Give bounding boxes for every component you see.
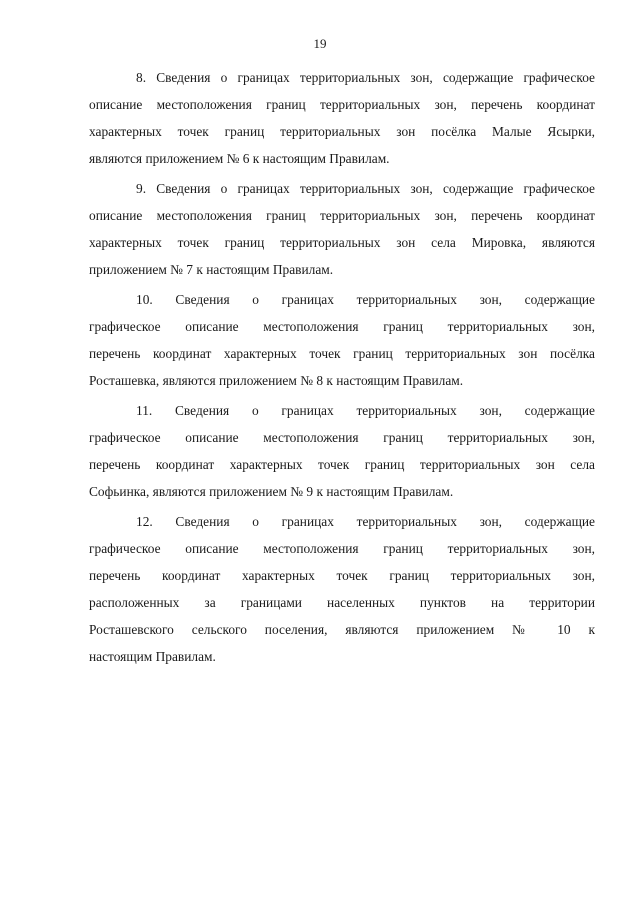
paragraph-line: расположенных за границами населенных пунктов на территории <box>89 595 595 610</box>
paragraph-line: Росташевка, являются приложением № 8 к настоящим Правилам. <box>89 373 464 388</box>
paragraph-line: 9. Сведения о границах территориальных зон, содержащие графическое <box>136 181 595 196</box>
paragraph-item-10 <box>89 286 595 394</box>
paragraph-item-12 <box>89 508 595 670</box>
paragraph-item-8 <box>89 64 595 172</box>
paragraph-line: 10. Сведения о границах территориальных зон, содержащие <box>136 292 595 307</box>
paragraph-line: графическое описание местоположения границ территориальных зон, <box>89 319 595 334</box>
paragraph-item-11 <box>89 397 595 505</box>
paragraph-line: 12. Сведения о границах территориальных зон, содержащие <box>136 514 595 529</box>
paragraph-line: описание местоположения границ территориальных зон, перечень координат <box>89 208 595 223</box>
paragraph-line: перечень координат характерных точек границ территориальных зон посёлка <box>89 346 595 361</box>
page-number: 19 <box>313 36 327 51</box>
paragraph-line: Софьинка, являются приложением № 9 к настоящим Правилам. <box>89 484 454 499</box>
paragraph-line: перечень координат характерных точек границ территориальных зон села <box>89 457 595 472</box>
paragraph-line: являются приложением № 6 к настоящим Правилам. <box>89 151 390 166</box>
paragraph-item-9 <box>89 175 595 283</box>
paragraph-line: описание местоположения границ территориальных зон, перечень координат <box>89 97 595 112</box>
paragraph-line: настоящим Правилам. <box>89 649 216 664</box>
paragraph-line: Росташевского сельского поселения, являются приложением № 10 к <box>89 622 595 637</box>
paragraph-line: 11. Сведения о границах территориальных зон, содержащие <box>136 403 595 418</box>
paragraph-line: 8. Сведения о границах территориальных зон, содержащие графическое <box>136 70 595 85</box>
paragraph-line: перечень координат характерных точек границ территориальных зон, <box>89 568 595 583</box>
document-body <box>89 64 595 673</box>
paragraph-line: графическое описание местоположения границ территориальных зон, <box>89 430 595 445</box>
paragraph-line: характерных точек границ территориальных зон посёлка Малые Ясырки, <box>89 124 595 139</box>
paragraph-line: характерных точек границ территориальных зон села Мировка, являются <box>89 235 595 250</box>
paragraph-line: графическое описание местоположения границ территориальных зон, <box>89 541 595 556</box>
paragraph-line: приложением № 7 к настоящим Правилам. <box>89 262 334 277</box>
